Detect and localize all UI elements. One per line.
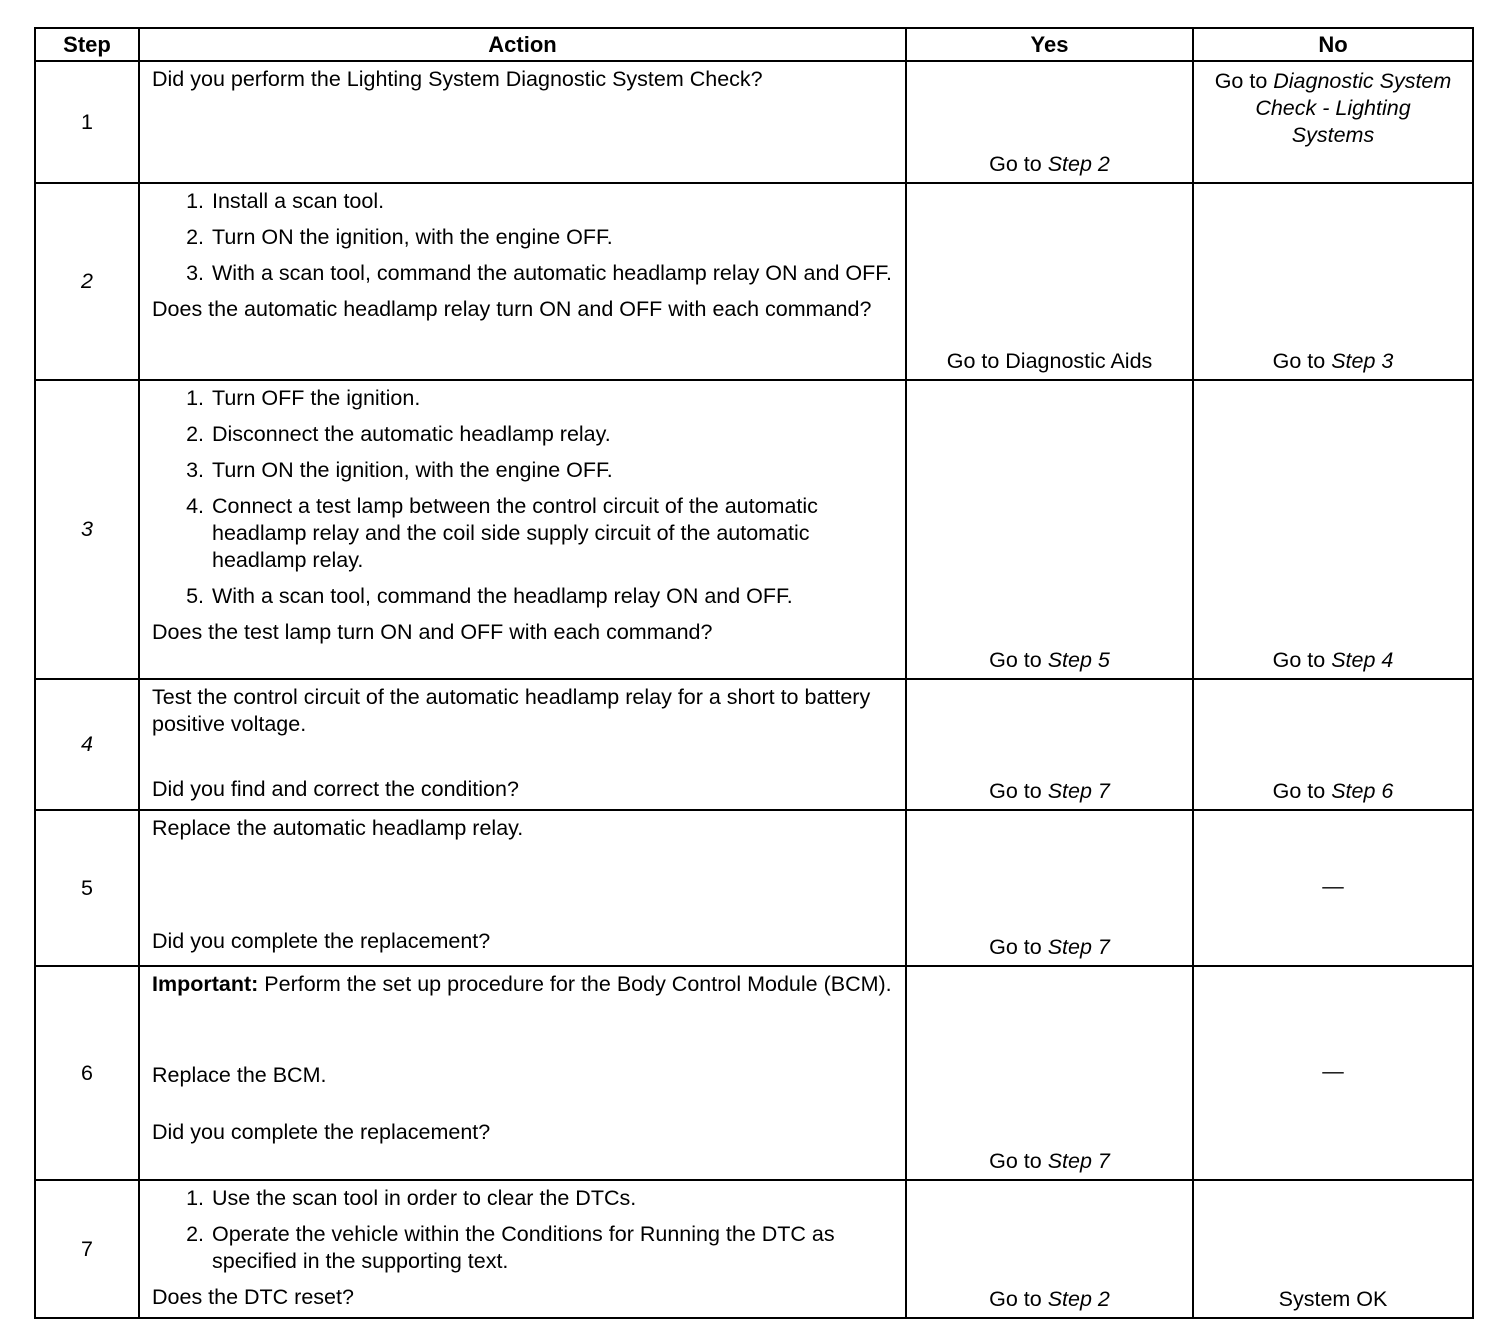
list-item: 5. With a scan tool, command the headlamp relay ON and OFF.	[210, 583, 899, 610]
no-step-ref: Diagnostic System Check - Lighting Systems	[1255, 69, 1452, 147]
yes-prefix: Go to	[989, 152, 1048, 176]
yes-prefix: Go to	[989, 779, 1048, 803]
yes-prefix: Go to	[989, 1149, 1048, 1173]
no-cell: —	[1193, 966, 1473, 1180]
table-row	[35, 380, 1473, 679]
no-prefix: Go to	[1272, 648, 1332, 672]
no-prefix: Go to	[1214, 69, 1274, 93]
no-cell: —	[1193, 810, 1473, 966]
no-step-ref: Step 4	[1331, 648, 1394, 672]
question-text: Does the automatic headlamp relay turn ON and OFF with each command?	[152, 297, 872, 321]
header-no: No	[1193, 28, 1473, 61]
list-item: 4. Connect a test lamp between the control circuit of the automatic headlamp relay and the coil side supply circuit of the automatic headlamp relay.	[210, 493, 899, 574]
yes-cell: Go to Diagnostic Aids	[906, 183, 1193, 380]
no-prefix: Go to	[1272, 349, 1332, 373]
action-cell	[139, 380, 906, 679]
step-number: 7	[35, 1180, 139, 1318]
list-item: 1. Install a scan tool.	[210, 188, 899, 215]
yes-step-ref: Step 7	[1047, 935, 1110, 959]
important-text: Perform the set up procedure for the Body Control Module (BCM).	[258, 972, 892, 996]
step-number: 3	[35, 380, 139, 679]
question-text: Did you complete the replacement?	[152, 1120, 491, 1144]
no-prefix: Go to	[1272, 779, 1332, 803]
no-cell	[1193, 380, 1473, 679]
yes-cell	[906, 810, 1193, 966]
diagnostic-table	[34, 27, 1474, 1319]
step-number: 5	[35, 810, 139, 966]
step-list	[152, 1185, 899, 1275]
yes-cell	[906, 679, 1193, 810]
action-cell	[139, 183, 906, 380]
header-row	[35, 28, 1473, 61]
table-row	[35, 966, 1473, 1180]
action-text: Test the control circuit of the automatic headlamp relay for a short to battery positive voltage.	[152, 685, 871, 736]
yes-prefix: Go to	[989, 1287, 1048, 1311]
header-step: Step	[35, 28, 139, 61]
list-item: 1. Use the scan tool in order to clear the DTCs.	[210, 1185, 899, 1212]
list-item: 1. Turn OFF the ignition.	[210, 385, 899, 412]
step-number: 4	[35, 679, 139, 810]
important-label: Important:	[152, 972, 259, 996]
table-row	[35, 810, 1473, 966]
list-item: 2. Operate the vehicle within the Conditions for Running the DTC as specified in the supporting text.	[210, 1221, 899, 1275]
list-item: 3. With a scan tool, command the automatic headlamp relay ON and OFF.	[210, 260, 899, 287]
table-row	[35, 183, 1473, 380]
yes-step-ref: Step 7	[1047, 1149, 1110, 1173]
yes-cell	[906, 61, 1193, 183]
no-cell	[1193, 61, 1473, 183]
action-text: Replace the BCM.	[152, 1063, 327, 1087]
header-action: Action	[139, 28, 906, 61]
list-item: 3. Turn ON the ignition, with the engine OFF.	[210, 457, 899, 484]
list-item: 2. Disconnect the automatic headlamp relay.	[210, 421, 899, 448]
question-text: Did you complete the replacement?	[152, 929, 491, 953]
step-number: 1	[35, 61, 139, 183]
list-item: 2. Turn ON the ignition, with the engine OFF.	[210, 224, 899, 251]
important-note	[152, 971, 899, 998]
yes-cell	[906, 380, 1193, 679]
no-step-ref: Step 3	[1331, 349, 1394, 373]
yes-cell	[906, 1180, 1193, 1318]
action-text: Replace the automatic headlamp relay.	[152, 816, 524, 840]
yes-prefix: Go to	[989, 648, 1048, 672]
yes-step-ref: Step 2	[1047, 1287, 1110, 1311]
no-cell	[1193, 679, 1473, 810]
step-number: 2	[35, 183, 139, 380]
table-row	[35, 1180, 1473, 1318]
table-row	[35, 679, 1473, 810]
step-list	[152, 385, 899, 610]
header-yes: Yes	[906, 28, 1193, 61]
no-cell	[1193, 183, 1473, 380]
question-text: Does the DTC reset?	[152, 1285, 354, 1309]
step-number: 6	[35, 966, 139, 1180]
yes-cell	[906, 966, 1193, 1180]
question-text: Did you find and correct the condition?	[152, 777, 519, 801]
yes-step-ref: Step 2	[1047, 152, 1110, 176]
no-step-ref: Step 6	[1331, 779, 1394, 803]
action-cell	[139, 810, 906, 966]
step-list	[152, 188, 899, 287]
action-cell	[139, 679, 906, 810]
action-cell	[139, 966, 906, 1180]
action-cell	[139, 1180, 906, 1318]
table-row	[35, 61, 1473, 183]
yes-step-ref: Step 7	[1047, 779, 1110, 803]
yes-prefix: Go to	[989, 935, 1048, 959]
yes-step-ref: Step 5	[1047, 648, 1110, 672]
question-text: Does the test lamp turn ON and OFF with each command?	[152, 620, 713, 644]
action-cell	[139, 61, 906, 183]
question-text: Did you perform the Lighting System Diagnostic System Check?	[152, 67, 763, 91]
no-cell: System OK	[1193, 1180, 1473, 1318]
